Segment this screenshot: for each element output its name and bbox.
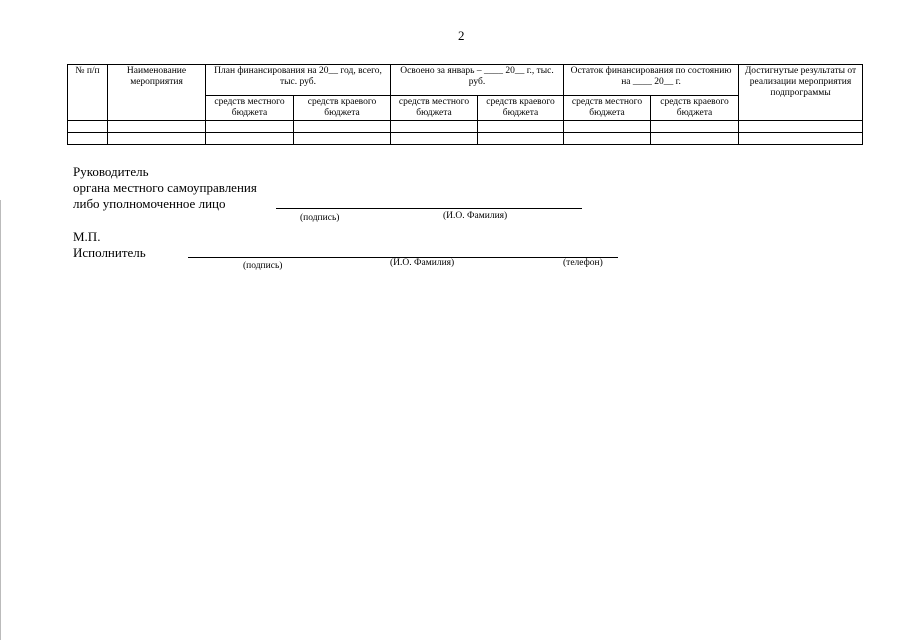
header-number: № п/п [68,65,108,121]
page-number: 2 [458,28,465,43]
head-title-line1: Руководитель [73,164,149,179]
table-row [68,121,863,133]
subheader-spent-regional: средств краевого бюджета [478,96,564,121]
header-plan: План финансирования на 20__ год, всего, тыс. руб. [206,65,391,96]
subheader-remain-local: средств местного бюджета [564,96,651,121]
head-signature-line [276,208,582,209]
head-title-line3: либо уполномоченное лицо [73,196,226,211]
head-name-caption: (И.О. Фамилия) [443,211,508,221]
head-signature-label [73,164,257,212]
subheader-plan-regional: средств краевого бюджета [294,96,391,121]
executor-name-caption: (И.О. Фамилия) [390,258,455,268]
header-spent: Освоено за январь – ____ 20__ г., тыс. руб. [391,65,564,96]
head-signature-caption: (подпись) [300,213,340,223]
financing-report-table [67,64,863,145]
header-remaining: Остаток финансирования по состоянию на ____ 20__ г. [564,65,739,96]
subheader-remain-regional: средств краевого бюджета [651,96,739,121]
scan-edge [0,200,1,640]
header-results: Достигнутые результаты от реализации мероприятия подпрограммы [739,65,863,121]
stamp-label: М.П. [73,229,101,244]
executor-signature-caption: (подпись) [243,261,283,271]
header-activity-name: Наименование мероприятия [108,65,206,121]
table-row [68,133,863,145]
subheader-spent-local: средств местного бюджета [391,96,478,121]
subheader-plan-local: средств местного бюджета [206,96,294,121]
executor-phone-caption: (телефон) [563,258,603,268]
executor-label: Исполнитель [73,245,146,260]
head-title-line2: органа местного самоуправления [73,180,257,195]
